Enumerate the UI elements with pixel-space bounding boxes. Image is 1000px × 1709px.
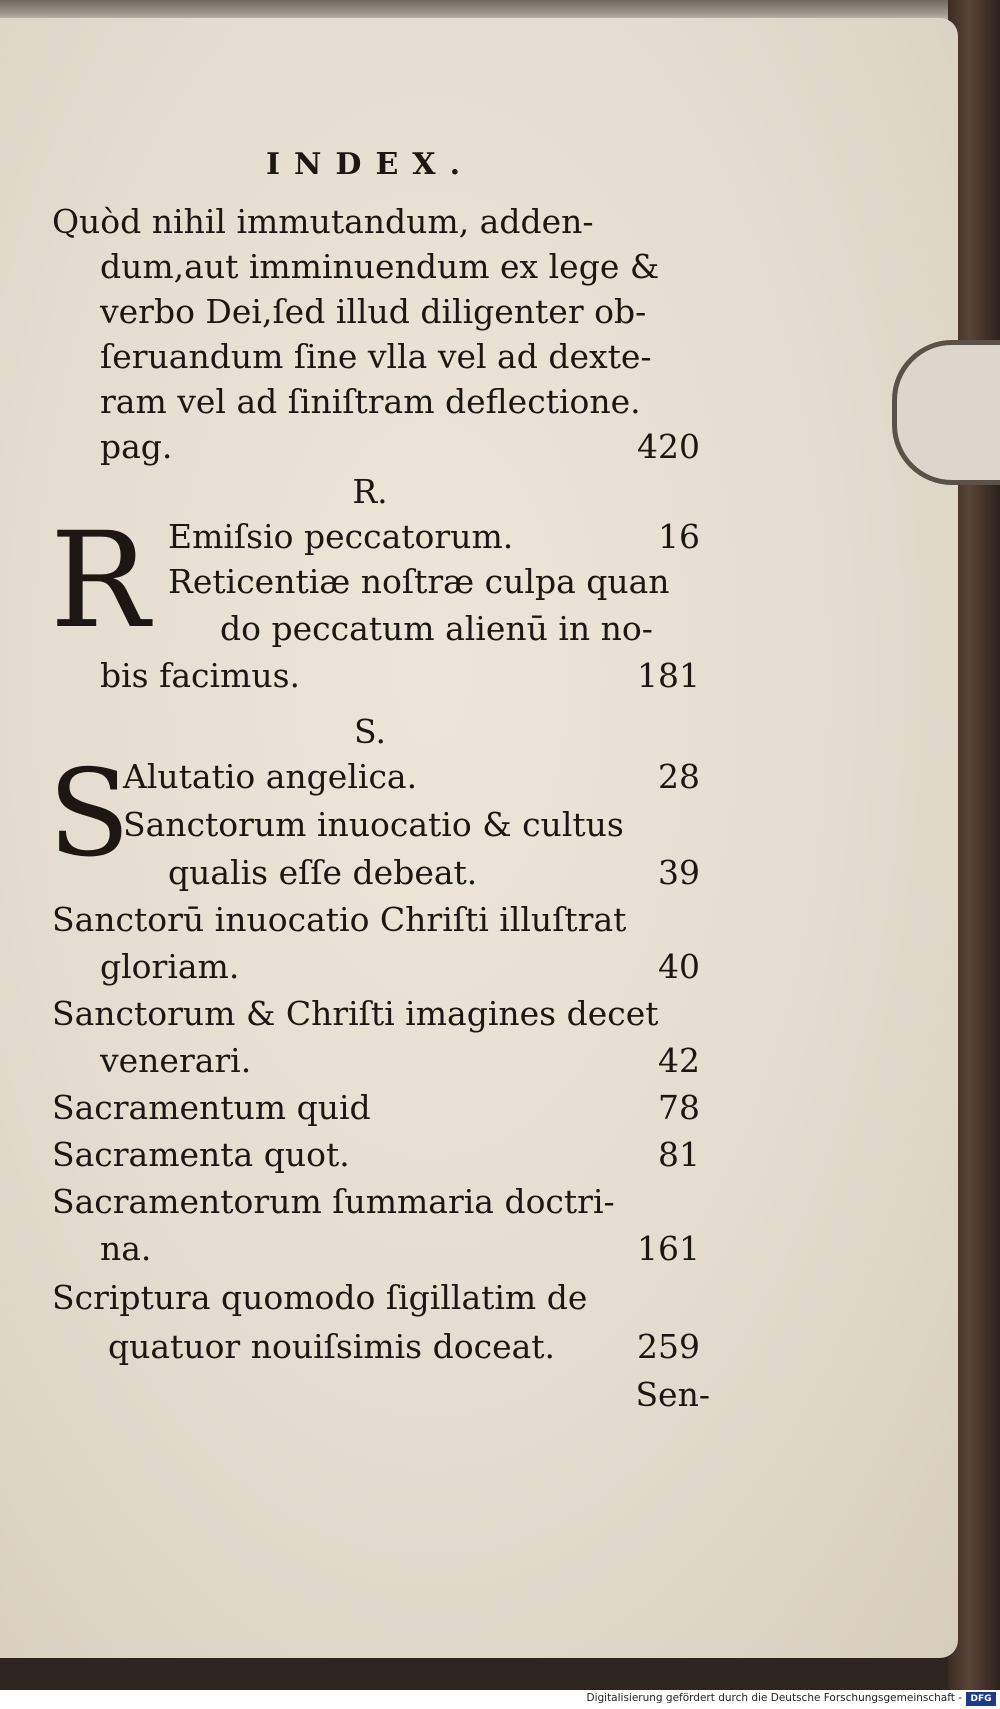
section-letter: S.: [354, 712, 386, 751]
entry-line: do peccatum alienū in no-: [220, 609, 653, 648]
page-number: 420: [637, 427, 700, 466]
entry-line: pag.: [100, 427, 173, 466]
page-number: 40: [658, 947, 700, 986]
page-number: 42: [658, 1041, 700, 1080]
page-number: 28: [658, 757, 700, 796]
entry-line: verbo Dei,ſed illud diligenter ob-: [100, 292, 647, 331]
entry-line: dum,aut imminuendum ex lege &: [100, 247, 660, 286]
entry-line: quatuor nouiſsimis doceat.: [108, 1327, 556, 1366]
dfg-logo: DFG: [966, 1692, 996, 1706]
entry-line: ſeruandum ſine vlla vel ad dexte-: [100, 337, 652, 376]
entry-line: Alutatio angelica.: [123, 757, 418, 796]
entry-line: Sanctorū inuocatio Chriſti illuſtrat: [52, 900, 627, 939]
entry-line: Scriptura quomodo ſigillatim de: [52, 1278, 588, 1317]
dropcap-r: R: [50, 504, 150, 658]
section-letter: R.: [352, 472, 388, 511]
entry-line: Sacramenta quot.: [52, 1135, 350, 1174]
page-number: 161: [637, 1229, 700, 1268]
entry-line: qualis eſſe debeat.: [168, 853, 478, 892]
page-number: 39: [658, 853, 700, 892]
entry-line: Emiſsio peccatorum.: [168, 517, 514, 556]
page-number: 181: [637, 656, 700, 695]
entry-line: ram vel ad ſiniſtram deflectione.: [100, 382, 641, 421]
entry-line: Reticentiæ noſtræ culpa quan: [168, 562, 670, 601]
entry-line: venerari.: [100, 1041, 252, 1080]
entry-line: gloriam.: [100, 947, 240, 986]
entry-line: bis facimus.: [100, 656, 300, 695]
page-number: 78: [658, 1088, 700, 1127]
entry-line: na.: [100, 1229, 152, 1268]
running-head: INDEX.: [265, 147, 475, 182]
entry-line: Sacramentum quid: [52, 1088, 371, 1127]
book-clasp: [892, 340, 1000, 485]
entry-line: Sanctorum & Chriſti imagines decet: [52, 994, 659, 1033]
funding-footer: Digitalisierung gefördert durch die Deutsche Forschungsgemeinschaft -: [586, 1692, 962, 1704]
dropcap-s: S: [48, 745, 131, 884]
entry-line: Quòd nihil immutandum, adden-: [52, 202, 594, 241]
entry-line: Sacramentorum ſummaria doctri-: [52, 1182, 615, 1221]
catchword: Sen-: [635, 1375, 710, 1414]
entry-line: Sanctorum inuocatio & cultus: [123, 805, 624, 844]
page-number: 259: [637, 1327, 700, 1366]
page-number: 81: [658, 1135, 700, 1174]
page-number: 16: [658, 517, 700, 556]
